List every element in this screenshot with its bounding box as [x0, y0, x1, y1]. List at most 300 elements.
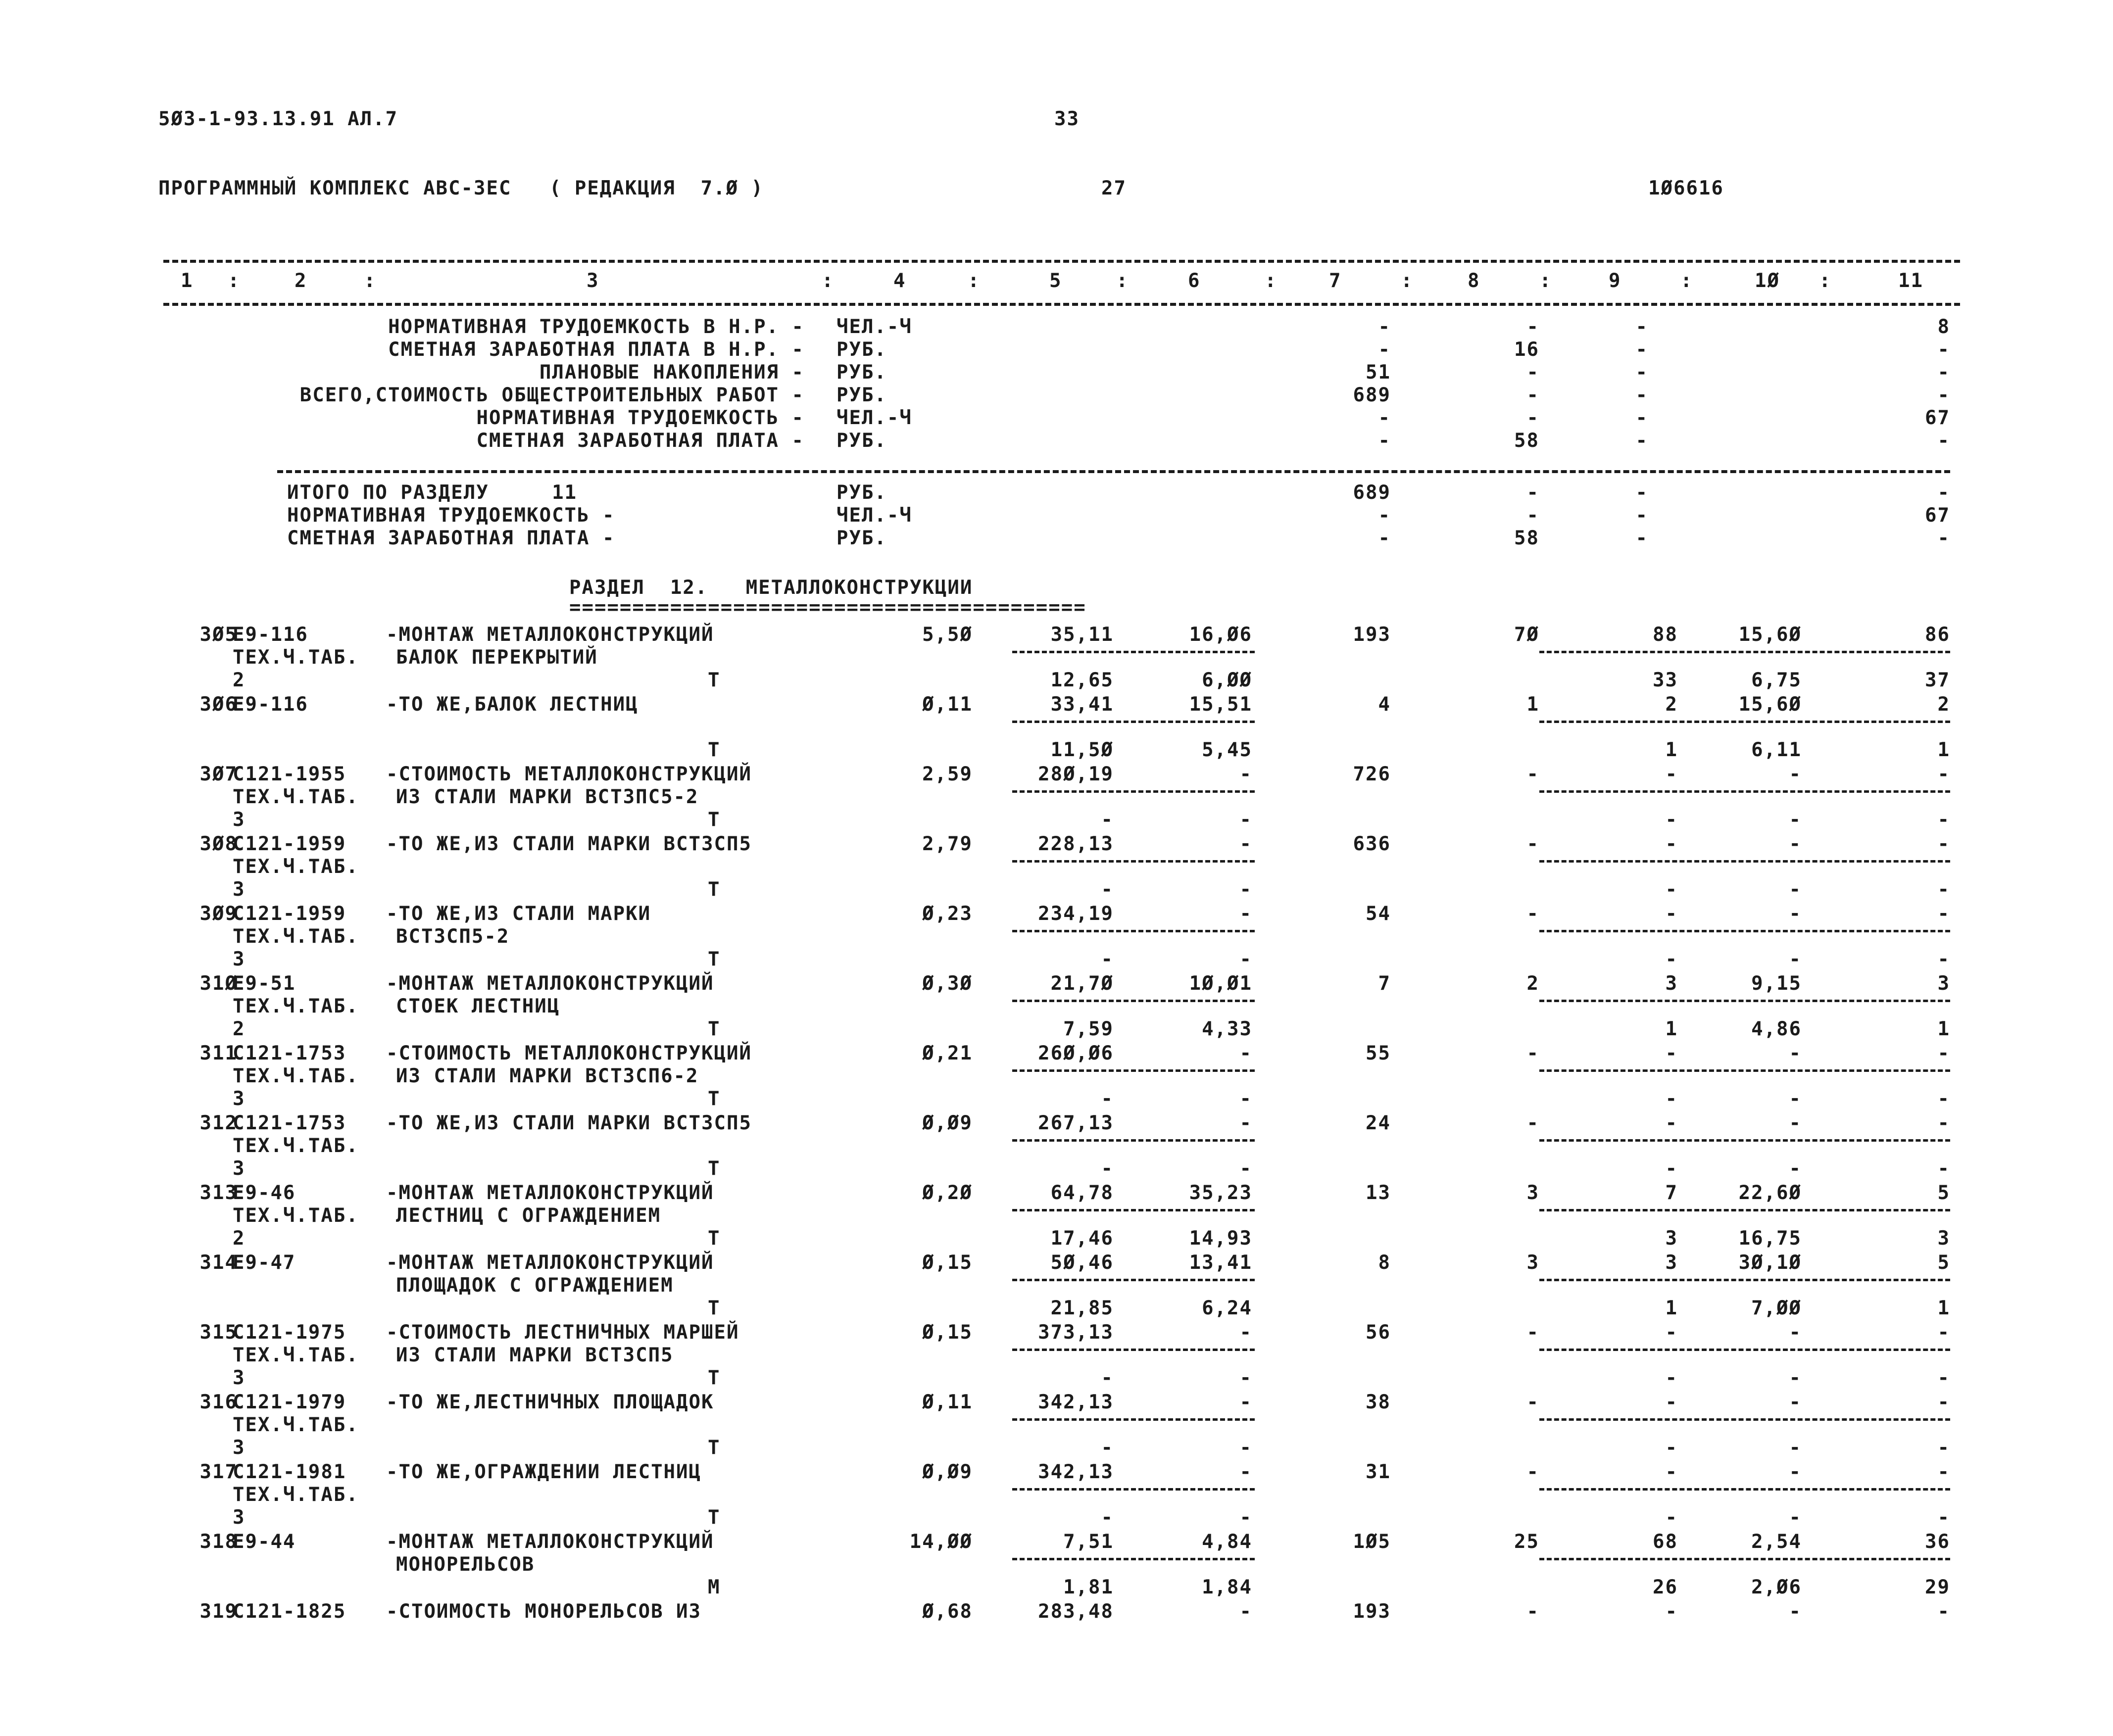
row-code: Е9-51 — [233, 972, 296, 995]
summary-col8: - — [1526, 361, 1539, 384]
row-col10-sub: - — [1789, 1437, 1802, 1459]
row-number: 3Ø5 — [199, 624, 238, 646]
row-code-index: 3 — [233, 878, 246, 901]
summary-col11: - — [1937, 384, 1950, 406]
row-subrule — [1012, 1558, 1255, 1560]
row-unit: Т — [708, 1506, 721, 1529]
row-description-cont: ИЗ СТАЛИ МАРКИ ВСТ3СП6-2 — [396, 1065, 699, 1087]
row-col10-sub: - — [1789, 1506, 1802, 1529]
row-description: -ТО ЖЕ,ИЗ СТАЛИ МАРКИ — [386, 903, 651, 925]
row-unit-cost: 21,7Ø — [1050, 972, 1114, 995]
row-unit: Т — [708, 878, 721, 901]
column-separator: : — [1265, 270, 1278, 292]
row-col9-sub: 3 — [1665, 1227, 1678, 1250]
row-subrule — [1012, 1069, 1255, 1072]
row-quantity: Ø,Ø9 — [922, 1112, 973, 1134]
row-col11-sub: - — [1937, 1088, 1950, 1110]
row-subrule — [1539, 651, 1950, 653]
row-quantity: 2,79 — [922, 833, 973, 855]
row-code-ref: ТЕХ.Ч.ТАБ. — [233, 1205, 359, 1227]
row-total-wage: 2 — [1526, 972, 1539, 995]
row-col10-sub: - — [1789, 1367, 1802, 1389]
row-code: С121-1975 — [233, 1321, 346, 1344]
row-unit-wage: 15,51 — [1189, 693, 1252, 716]
summary-col8: - — [1526, 384, 1539, 406]
row-code: Е9-116 — [233, 693, 308, 716]
row-unit-cost: 64,78 — [1050, 1182, 1114, 1204]
row-col10: 15,6Ø — [1738, 624, 1802, 646]
row-unit-cost: 7,51 — [1063, 1531, 1114, 1553]
row-description: -МОНТАЖ МЕТАЛЛОКОНСТРУКЦИЙ — [386, 624, 714, 646]
row-quantity: Ø,3Ø — [922, 972, 973, 995]
row-code-ref: ТЕХ.Ч.ТАБ. — [233, 646, 359, 669]
row-unit-wage-sub: - — [1239, 1437, 1252, 1459]
row-code: С121-1979 — [233, 1391, 346, 1413]
row-subrule — [1012, 721, 1255, 723]
section-total-col8: - — [1526, 482, 1539, 504]
row-code: Е9-47 — [233, 1252, 296, 1274]
row-code-index: 2 — [233, 669, 246, 691]
row-code-index: 3 — [233, 1367, 246, 1389]
row-code-index: 3 — [233, 1437, 246, 1459]
row-description: -МОНТАЖ МЕТАЛЛОКОНСТРУКЦИЙ — [386, 972, 714, 995]
row-code: Е9-116 — [233, 624, 308, 646]
row-total-wage: - — [1526, 1112, 1539, 1134]
row-total-cost: 7 — [1378, 972, 1391, 995]
row-total-wage: - — [1526, 1042, 1539, 1064]
row-total-wage: 25 — [1514, 1531, 1539, 1553]
row-col9: - — [1665, 1461, 1678, 1483]
column-header-8: 8 — [1468, 270, 1480, 292]
summary-label: ВСЕГО,СТОИМОСТЬ ОБЩЕСТРОИТЕЛЬНЫХ РАБОТ - — [299, 384, 804, 406]
row-unit: Т — [708, 1367, 721, 1389]
row-quantity: Ø,15 — [922, 1252, 973, 1274]
summary-col7: - — [1378, 316, 1391, 338]
summary-col11: - — [1937, 361, 1950, 384]
row-subrule — [1539, 721, 1950, 723]
row-col11-sub: - — [1937, 809, 1950, 831]
row-unit-wage: - — [1239, 1042, 1252, 1064]
summary-col11: 8 — [1937, 316, 1950, 338]
row-unit-wage-sub: - — [1239, 878, 1252, 901]
section-total-unit: РУБ. — [836, 482, 887, 504]
row-quantity: Ø,68 — [922, 1600, 973, 1623]
column-header-1: 1 — [181, 270, 194, 292]
row-code-index: 3 — [233, 948, 246, 970]
row-col10: - — [1789, 1112, 1802, 1134]
row-unit-wage-sub: - — [1239, 948, 1252, 970]
column-header-5: 5 — [1049, 270, 1062, 292]
row-code-ref: ТЕХ.Ч.ТАБ. — [233, 1484, 359, 1506]
row-col9: - — [1665, 903, 1678, 925]
row-col9: - — [1665, 1112, 1678, 1134]
section-total-col11: - — [1937, 482, 1950, 504]
section-total-col8: - — [1526, 504, 1539, 527]
row-col11-sub: 29 — [1925, 1576, 1950, 1598]
row-col10-sub: 16,75 — [1738, 1227, 1802, 1250]
row-quantity: Ø,Ø9 — [922, 1461, 973, 1483]
row-col10: 15,6Ø — [1738, 693, 1802, 716]
summary-col8: - — [1526, 407, 1539, 429]
row-subrule — [1012, 1209, 1255, 1211]
row-col9: - — [1665, 1600, 1678, 1623]
row-description-cont: ПЛОЩАДОК С ОГРАЖДЕНИЕМ — [396, 1274, 674, 1297]
row-code-ref: ТЕХ.Ч.ТАБ. — [233, 1065, 359, 1087]
row-unit-wage: - — [1239, 1391, 1252, 1413]
row-col10-sub: - — [1789, 809, 1802, 831]
row-subrule — [1539, 1000, 1950, 1002]
summary-unit: РУБ. — [836, 430, 887, 452]
row-number: 317 — [199, 1461, 238, 1483]
row-number: 315 — [199, 1321, 238, 1344]
summary-unit: РУБ. — [836, 384, 887, 406]
row-col9-sub: 26 — [1653, 1576, 1678, 1598]
row-code-index: 3 — [233, 1506, 246, 1529]
row-col10-sub: - — [1789, 878, 1802, 901]
summary-unit: РУБ. — [836, 361, 887, 384]
row-code-index: 3 — [233, 1157, 246, 1180]
row-total-wage: 3 — [1526, 1252, 1539, 1274]
row-col9-sub: 1 — [1665, 1297, 1678, 1319]
row-total-cost: 24 — [1366, 1112, 1391, 1134]
row-col11-sub: 37 — [1925, 669, 1950, 691]
row-unit-cost: 283,48 — [1038, 1600, 1114, 1623]
row-total-cost: 31 — [1366, 1461, 1391, 1483]
row-subrule — [1539, 1279, 1950, 1281]
row-total-cost: 193 — [1353, 624, 1391, 646]
row-quantity: 2,59 — [922, 763, 973, 785]
row-unit-wage-sub: - — [1239, 1506, 1252, 1529]
row-total-wage: - — [1526, 1391, 1539, 1413]
summary-label: НОРМАТИВНАЯ ТРУДОЕМКОСТЬ - — [476, 407, 804, 429]
program-title: ПРОГРАММНЫЙ КОМПЛЕКС АВС-3ЕС ( РЕДАКЦИЯ 7.Ø ) — [158, 177, 764, 199]
row-description: -ТО ЖЕ,ЛЕСТНИЧНЫХ ПЛОЩАДОК — [386, 1391, 714, 1413]
row-col10-sub: 6,11 — [1751, 739, 1802, 761]
row-unit-wage: - — [1239, 1321, 1252, 1344]
row-code-ref: ТЕХ.Ч.ТАБ. — [233, 1414, 359, 1436]
column-separator: : — [1116, 270, 1129, 292]
row-number: 311 — [199, 1042, 238, 1064]
summary-col7: - — [1378, 338, 1391, 361]
row-unit-cost-sub: 7,59 — [1063, 1018, 1114, 1040]
summary-col7: - — [1378, 430, 1391, 452]
row-number: 3Ø7 — [199, 763, 238, 785]
row-unit: Т — [708, 1018, 721, 1040]
row-description-cont: БАЛОК ПЕРЕКРЫТИЙ — [396, 646, 598, 669]
row-number: 31Ø — [199, 972, 238, 995]
row-col9-sub: - — [1665, 1157, 1678, 1180]
row-col9: 3 — [1665, 1252, 1678, 1274]
row-subrule — [1012, 651, 1255, 653]
column-header-2: 2 — [295, 270, 307, 292]
row-col10-sub: - — [1789, 1088, 1802, 1110]
row-unit-cost: 234,19 — [1038, 903, 1114, 925]
row-description-cont: ВСТ3СП5-2 — [396, 925, 510, 948]
row-col10-sub: 4,86 — [1751, 1018, 1802, 1040]
row-code: С121-1753 — [233, 1112, 346, 1134]
row-col9: 3 — [1665, 972, 1678, 995]
row-description-cont: ИЗ СТАЛИ МАРКИ ВСТ3ПС5-2 — [396, 786, 699, 808]
row-code-index: 2 — [233, 1018, 246, 1040]
row-subrule — [1012, 1349, 1255, 1351]
row-col10: - — [1789, 1391, 1802, 1413]
section-total-col8: 58 — [1514, 527, 1539, 549]
row-col11: - — [1937, 1042, 1950, 1064]
row-total-cost: 1Ø5 — [1353, 1531, 1391, 1553]
section-total-col9: - — [1635, 482, 1648, 504]
doc-code: 5Ø3-1-93.13.91 АЛ.7 — [158, 108, 398, 130]
row-col9-sub: - — [1665, 878, 1678, 901]
row-number: 318 — [199, 1531, 238, 1553]
row-total-cost: 4 — [1378, 693, 1391, 716]
row-col10-sub: 2,Ø6 — [1751, 1576, 1802, 1598]
row-unit-wage: - — [1239, 833, 1252, 855]
row-unit: Т — [708, 669, 721, 691]
summary-col11: - — [1937, 430, 1950, 452]
summary-col9: - — [1635, 316, 1648, 338]
summary-label: СМЕТНАЯ ЗАРАБОТНАЯ ПЛАТА В Н.Р. - — [388, 338, 804, 361]
row-subrule — [1539, 1209, 1950, 1211]
column-separator: : — [822, 270, 835, 292]
row-quantity: Ø,11 — [922, 1391, 973, 1413]
row-code-ref: ТЕХ.Ч.ТАБ. — [233, 1135, 359, 1157]
row-col10: 3Ø,1Ø — [1738, 1252, 1802, 1274]
row-col10: - — [1789, 1042, 1802, 1064]
section-total-col7: - — [1378, 527, 1391, 549]
row-unit-cost: 35,11 — [1050, 624, 1114, 646]
row-col11: 5 — [1937, 1252, 1950, 1274]
row-col10: 9,15 — [1751, 972, 1802, 995]
table-header-rule — [163, 303, 1960, 306]
summary-unit: ЧЕЛ.-Ч — [836, 316, 912, 338]
summary-col8: 58 — [1514, 430, 1539, 452]
section-total-unit: ЧЕЛ.-Ч — [836, 504, 912, 527]
row-total-wage: - — [1526, 1321, 1539, 1344]
row-number: 316 — [199, 1391, 238, 1413]
column-separator: : — [1680, 270, 1693, 292]
row-unit-wage-sub: 6,ØØ — [1202, 669, 1252, 691]
row-total-cost: 8 — [1378, 1252, 1391, 1274]
summary-col7: 689 — [1353, 384, 1391, 406]
row-code-index: 3 — [233, 1088, 246, 1110]
row-col11-sub: - — [1937, 1157, 1950, 1180]
row-unit-cost-sub: - — [1101, 1088, 1114, 1110]
section-total-label: СМЕТНАЯ ЗАРАБОТНАЯ ПЛАТА - — [287, 527, 615, 549]
row-unit: М — [708, 1576, 721, 1598]
section-total-col7: 689 — [1353, 482, 1391, 504]
row-col11: - — [1937, 833, 1950, 855]
row-number: 3Ø9 — [199, 903, 238, 925]
section-total-col11: - — [1937, 527, 1950, 549]
row-code: С121-1825 — [233, 1600, 346, 1623]
row-unit-wage: 4,84 — [1202, 1531, 1252, 1553]
row-col11: - — [1937, 1391, 1950, 1413]
row-unit-cost-sub: - — [1101, 809, 1114, 831]
row-description: -СТОИМОСТЬ ЛЕСТНИЧНЫХ МАРШЕЙ — [386, 1321, 739, 1344]
row-subrule — [1012, 1000, 1255, 1002]
row-code: Е9-46 — [233, 1182, 296, 1204]
row-unit-wage: - — [1239, 1461, 1252, 1483]
row-description: -ТО ЖЕ,ИЗ СТАЛИ МАРКИ ВСТ3СП5 — [386, 1112, 752, 1134]
row-col10-sub: - — [1789, 1157, 1802, 1180]
row-number: 312 — [199, 1112, 238, 1134]
row-unit: Т — [708, 1157, 721, 1180]
row-unit-wage-sub: 14,93 — [1189, 1227, 1252, 1250]
row-unit-cost: 5Ø,46 — [1050, 1252, 1114, 1274]
row-total-cost: 54 — [1366, 903, 1391, 925]
row-subrule — [1539, 930, 1950, 932]
row-col10-sub: - — [1789, 948, 1802, 970]
row-unit-cost-sub: 1,81 — [1063, 1576, 1114, 1598]
row-description: -ТО ЖЕ,ОГРАЖДЕНИИ ЛЕСТНИЦ — [386, 1461, 701, 1483]
row-unit-wage: 13,41 — [1189, 1252, 1252, 1274]
summary-unit: ЧЕЛ.-Ч — [836, 407, 912, 429]
row-unit-cost-sub: - — [1101, 1157, 1114, 1180]
summary-col9: - — [1635, 430, 1648, 452]
summary-label: НОРМАТИВНАЯ ТРУДОЕМКОСТЬ В Н.Р. - — [388, 316, 804, 338]
row-description: -СТОИМОСТЬ МЕТАЛЛОКОНСТРУКЦИЙ — [386, 1042, 752, 1064]
row-unit-cost-sub: - — [1101, 948, 1114, 970]
row-unit: Т — [708, 1437, 721, 1459]
row-col11: 3 — [1937, 972, 1950, 995]
section-total-col9: - — [1635, 527, 1648, 549]
row-number: 3Ø8 — [199, 833, 238, 855]
row-col11: 36 — [1925, 1531, 1950, 1553]
row-unit-wage-sub: - — [1239, 1367, 1252, 1389]
row-unit-cost-sub: - — [1101, 878, 1114, 901]
row-unit-cost: 267,13 — [1038, 1112, 1114, 1134]
row-col11-sub: 1 — [1937, 739, 1950, 761]
section-total-label: ИТОГО ПО РАЗДЕЛУ 11 — [287, 482, 578, 504]
row-unit: Т — [708, 739, 721, 761]
table-top-rule — [163, 260, 1960, 263]
row-col9-sub: - — [1665, 809, 1678, 831]
row-col10: - — [1789, 833, 1802, 855]
row-total-cost: 38 — [1366, 1391, 1391, 1413]
row-description: -СТОИМОСТЬ МЕТАЛЛОКОНСТРУКЦИЙ — [386, 763, 752, 785]
row-number: 313 — [199, 1182, 238, 1204]
row-subrule — [1012, 1139, 1255, 1142]
row-col11-sub: - — [1937, 1506, 1950, 1529]
row-col11: 86 — [1925, 624, 1950, 646]
section-title-underline: ========================================= — [569, 596, 1086, 619]
row-code: С121-1981 — [233, 1461, 346, 1483]
row-description: -МОНТАЖ МЕТАЛЛОКОНСТРУКЦИЙ — [386, 1531, 714, 1553]
row-code: С121-1959 — [233, 833, 346, 855]
row-col11-sub: - — [1937, 1367, 1950, 1389]
summary-col7: 51 — [1366, 361, 1391, 384]
row-unit-cost: 342,13 — [1038, 1461, 1114, 1483]
column-separator: : — [1819, 270, 1832, 292]
row-subrule — [1539, 1139, 1950, 1142]
row-total-wage: 7Ø — [1514, 624, 1539, 646]
row-col9-sub: 1 — [1665, 739, 1678, 761]
row-subrule — [1539, 860, 1950, 863]
row-total-wage: 3 — [1526, 1182, 1539, 1204]
row-col10: - — [1789, 1461, 1802, 1483]
row-total-wage: - — [1526, 1600, 1539, 1623]
row-quantity: Ø,15 — [922, 1321, 973, 1344]
row-unit-cost: 373,13 — [1038, 1321, 1114, 1344]
column-separator: : — [364, 270, 377, 292]
row-unit-wage: - — [1239, 763, 1252, 785]
row-col9-sub: - — [1665, 1506, 1678, 1529]
row-unit: Т — [708, 809, 721, 831]
row-subrule — [1539, 790, 1950, 793]
row-number: 319 — [199, 1600, 238, 1623]
column-header-3: 3 — [587, 270, 599, 292]
summary-col8: - — [1526, 316, 1539, 338]
row-col10: - — [1789, 763, 1802, 785]
section-total-col7: - — [1378, 504, 1391, 527]
row-col9-sub: - — [1665, 1367, 1678, 1389]
row-total-wage: - — [1526, 833, 1539, 855]
summary-col7: - — [1378, 407, 1391, 429]
row-code-ref: ТЕХ.Ч.ТАБ. — [233, 856, 359, 878]
section-title: РАЗДЕЛ 12. МЕТАЛЛОКОНСТРУКЦИИ — [569, 577, 973, 599]
row-code-ref: ТЕХ.Ч.ТАБ. — [233, 925, 359, 948]
row-subrule — [1012, 790, 1255, 793]
row-col10-sub: 7,ØØ — [1751, 1297, 1802, 1319]
row-description: -МОНТАЖ МЕТАЛЛОКОНСТРУКЦИЙ — [386, 1252, 714, 1274]
row-unit-cost: 228,13 — [1038, 833, 1114, 855]
row-col10: 2,54 — [1751, 1531, 1802, 1553]
row-quantity: Ø,21 — [922, 1042, 973, 1064]
row-col9: - — [1665, 1391, 1678, 1413]
row-total-cost: 55 — [1366, 1042, 1391, 1064]
row-description: -СТОИМОСТЬ МОНОРЕЛЬСОВ ИЗ — [386, 1600, 701, 1623]
row-col11-sub: 1 — [1937, 1297, 1950, 1319]
section-total-col11: 67 — [1925, 504, 1950, 527]
column-header-10: 1Ø — [1755, 270, 1780, 292]
row-col11: 5 — [1937, 1182, 1950, 1204]
row-col11-sub: - — [1937, 1437, 1950, 1459]
row-col11: - — [1937, 1112, 1950, 1134]
row-description: -МОНТАЖ МЕТАЛЛОКОНСТРУКЦИЙ — [386, 1182, 714, 1204]
row-code: С121-1955 — [233, 763, 346, 785]
summary-col9: - — [1635, 407, 1648, 429]
row-subrule — [1539, 1069, 1950, 1072]
row-col9: - — [1665, 833, 1678, 855]
row-col10: - — [1789, 903, 1802, 925]
row-subrule — [1539, 1558, 1950, 1560]
row-unit-wage: 35,23 — [1189, 1182, 1252, 1204]
row-subrule — [1012, 930, 1255, 932]
row-unit-wage-sub: 1,84 — [1202, 1576, 1252, 1598]
row-total-wage: - — [1526, 1461, 1539, 1483]
row-code-index: 2 — [233, 1227, 246, 1250]
summary-label: СМЕТНАЯ ЗАРАБОТНАЯ ПЛАТА - — [476, 430, 804, 452]
row-col9-sub: 1 — [1665, 1018, 1678, 1040]
row-unit-wage-sub: 6,24 — [1202, 1297, 1252, 1319]
row-col9: 7 — [1665, 1182, 1678, 1204]
row-code-index: 3 — [233, 809, 246, 831]
summary-col11: 67 — [1925, 407, 1950, 429]
row-quantity: 5,5Ø — [922, 624, 973, 646]
row-number: 3Ø6 — [199, 693, 238, 716]
row-quantity: 14,ØØ — [909, 1531, 973, 1553]
summary-rule — [277, 470, 1950, 473]
row-total-cost: 13 — [1366, 1182, 1391, 1204]
row-number: 314 — [199, 1252, 238, 1274]
row-total-wage: - — [1526, 903, 1539, 925]
row-col11: 2 — [1937, 693, 1950, 716]
row-total-cost: 193 — [1353, 1600, 1391, 1623]
column-separator: : — [968, 270, 981, 292]
row-quantity: Ø,23 — [922, 903, 973, 925]
row-col11-sub: - — [1937, 948, 1950, 970]
row-unit-cost-sub: 11,5Ø — [1050, 739, 1114, 761]
